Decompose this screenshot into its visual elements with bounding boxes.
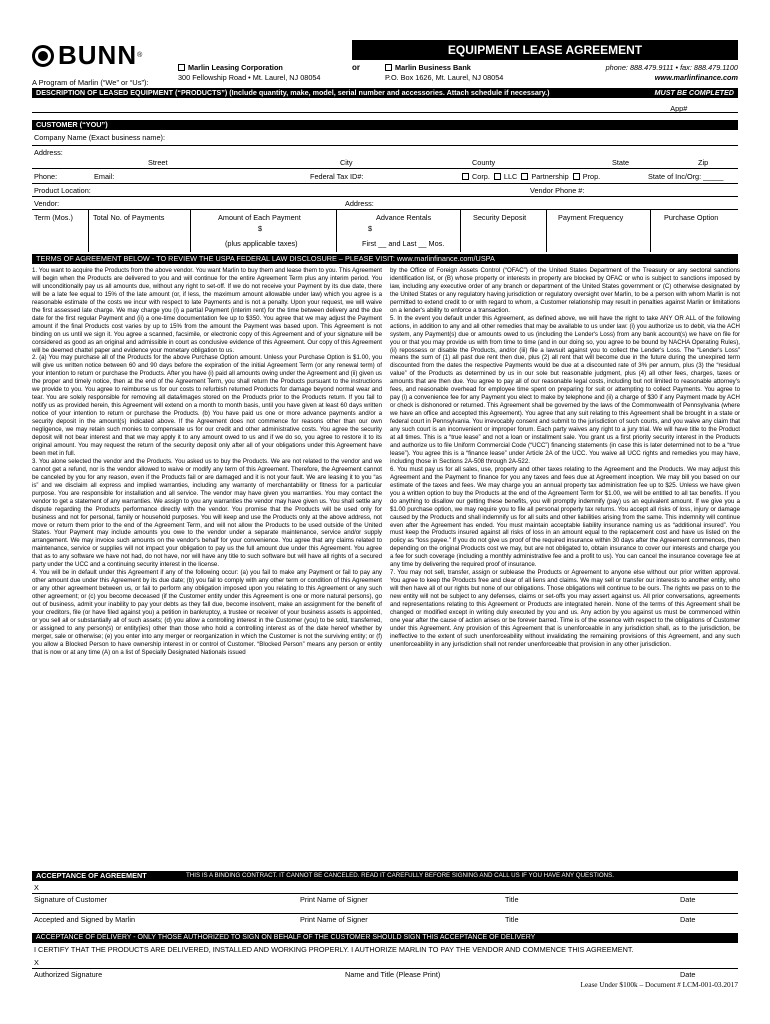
bunn-logo: BUNN ® bbox=[32, 40, 142, 71]
security-deposit-header: Security Deposit bbox=[473, 213, 527, 222]
corp-checkbox[interactable] bbox=[462, 173, 469, 180]
or-label: or bbox=[352, 63, 360, 72]
page-title: EQUIPMENT LEASE AGREEMENT bbox=[352, 40, 738, 60]
phone-label: Phone: bbox=[34, 172, 58, 181]
county-label: County bbox=[472, 158, 496, 167]
terms-right-column bbox=[390, 267, 740, 649]
marlin-print-name-field[interactable]: Print Name of Signer bbox=[300, 915, 368, 924]
vendor-label: Vendor: bbox=[34, 199, 60, 208]
vendor-address-label: Address: bbox=[345, 199, 374, 208]
description-bar: DESCRIPTION OF LEASED EQUIPMENT (“PRODUCTS”) (Include quantity, make, model, serial number and accessories. Attach schedule if necessary.) MUST BE COMPLETED bbox=[32, 88, 738, 98]
term-paragraph: 3. You alone selected the vendor and the Products. You asked us to buy the Products. We are not related to the vendor and we cannot get a refund, nor is the vendor allowed to waive or modify any term of this Agreement. Therefore, the Agreement cannot be canceled by you for any reason, even if the Products fail or are damaged and it is not your fault. We are leasing it to you “as is” and we disclaim all express and implied warranties, including any warranty of merchantability or fitness for a particular purpose. You are responsible for installation and all service. The vendor may have given you warranties. You may contact the vendor to get a statement of any warranties. We assign to you any warranties the vendor may have given us. You shall settle any dispute regarding the Products performance directly with the vendor. You promise that the Products will be used only for business and not for personal, family or household purposes. You will keep and use the Products only at the above address, not move or return them prior to the end of the Agreement Term, and will not allow the Products to be used outside of the United States. Your Payment may include amounts you owe to the vendor under a separate maintenance, service and/or supply arrangement. We may invoice such amounts on the vendor's behalf for your convenience. You agree that any claims related to maintenance, service or supplies will not impact your obligation to pay us the full amount due under this Agreement. You agree that as to any software we have not had, do not have, nor will have any title to such software but will have all rights of a secured party under the UCC and a continuing security interest in the license. bbox=[32, 457, 382, 569]
customer-signature-field[interactable]: Signature of Customer bbox=[34, 895, 108, 904]
certify-text: I CERTIFY THAT THE PRODUCTS ARE DELIVERED, INSTALLED AND WORKING PROPERLY. I AUTHORIZE MARLIN TO PAY THE VENDOR AND COMMENCE THIS AGREEMENT. bbox=[34, 945, 634, 954]
lessor-marlin-bank: Marlin Business Bank P.O. Box 1626, Mt. Laurel, NJ 08054 bbox=[385, 63, 504, 82]
prop-checkbox[interactable] bbox=[573, 173, 580, 180]
address-label: Address: bbox=[34, 148, 63, 157]
advance-rentals-header: Advance Rentals bbox=[376, 213, 432, 222]
marlin-signature-field[interactable]: Accepted and Signed by Marlin bbox=[34, 915, 136, 924]
lessor-marlin-leasing: Marlin Leasing Corporation 300 Fellowship Road • Mt. Laurel, NJ 08054 bbox=[178, 63, 321, 82]
app-number-field[interactable]: App# ____________ bbox=[670, 104, 738, 113]
plus-tax-note: (plus applicable taxes) bbox=[225, 239, 298, 248]
contact-info: phone: 888.479.9111 • fax: 888.479.1100 www.marlinfinance.com bbox=[560, 63, 738, 83]
term-paragraph: by the Office of Foreign Assets Control (“OFAC”) of the United States Department of the Treasury or any sectoral sanctions identification list, or (B) whose property or interests in property are blocked by OFAC or who is subject to sanctions imposed by law, including any executive order of any branch or department of the United States government or (C) otherwise designated by the United States or any regulatory having jurisdiction or regulatory oversight over Marlin, to be a person with whom Marlin is not permitted to extend credit to or with regard to whom, a Customer relationship may result in penalties against Marlin or limitations on a lender's ability to enforce a transaction. bbox=[390, 267, 740, 314]
llc-checkbox[interactable] bbox=[494, 173, 501, 180]
total-payments-header: Total No. of Payments bbox=[93, 213, 165, 222]
customer-bar: CUSTOMER (“YOU”) bbox=[32, 120, 738, 130]
company-name-label: Company Name (Exact business name): bbox=[34, 133, 165, 142]
fed-tax-label: Federal Tax ID#: bbox=[310, 172, 364, 181]
advance-dollar: $ bbox=[368, 224, 373, 233]
marlin-title-field[interactable]: Title bbox=[505, 915, 519, 924]
term-header: Term (Mos.) bbox=[34, 213, 73, 222]
vendor-phone-label: Vendor Phone #: bbox=[530, 186, 585, 195]
term-paragraph: 1. You want to acquire the Products from the above vendor. You want Marlin to buy them and lease them to you. This Agreement will begin when the Products are delivered to you and will continue for the entire Agreement Term plus any interim period. You will unconditionally pay us all amounts due, without any right to set-off. If we do not receive your Payment by its due date, there will be a late fee equal to 15% of the late amount (or, if less, the maximum amount allowable under law) which you agree is a reasonable estimate of the costs we incur with respect to late Payments and is not a penalty. Upon your request, we will waive the first assessed late charge. We may charge you (i) a partial Payment (interim rent) for the time between delivery and the due date for the first regular Payment and (ii) a one-time documentation fee up to $350. You agree that we may adjust the Payment amount if the final Products cost varies by up to 15% from the amount the Payment was based upon. This Agreement is not binding on us until we sign it. You agree a scanned, facsimile, or electronic copy of this Agreement and of your signature will be considered as good as an original and admissible in court as conclusive evidence of this Agreement. Our copy of this Agreement will be deemed chattel paper and evidence your monetary obligation to us. bbox=[32, 267, 382, 354]
delivery-bar: ACCEPTANCE OF DELIVERY - ONLY THOSE AUTHORIZED TO SIGN ON BEHALF OF THE CUSTOMER SHOULD SIGN THIS ACCEPTANCE OF DELIVERY bbox=[32, 933, 738, 943]
term-paragraph: 6. You must pay us for all sales, use, property and other taxes relating to the Agreement and the Products. We may adjust this Agreement and the Payment to finance for you any taxes and fees due at Agreement inception. We may bill you based on our estimate of the taxes and fees. We may charge you an annual property tax administration fee up to $25. Unless we have given you a written option to buy the Products at the end of the Agreement Term for $1.00, we will be entitled to all tax benefits. If you do anything to disallow our getting these benefits, you will promptly indemnify (pay) us an equivalent amount. If we give you a $1.00 purchase option, we may require you to file all personal property tax returns. You accept all risks of loss, injury or damage caused by the Products and shall indemnify us for all suits and other liabilities arising from the same. This indemnity will continue even after the Agreement has ended. You must maintain acceptable liability insurance naming us as “additional insured”. You must keep the Products insured against all risks of loss in an amount equal to the replacement cost and have us listed on the policy as “loss payee.” If you do not give us proof of the required insurance within 30 days after the Agreement commences, then depending on the original Products cost we may, but are not obligated to, obtain insurance to cover our interests and charge you a fee for such coverage (including a monthly administrative fee and a profit to us). You can cancel the insurance coverage fee at any time by delivering the required proof of insurance. bbox=[390, 465, 740, 569]
signature-x: X bbox=[34, 883, 39, 892]
entity-type-options: Corp. LLC Partnership Prop. bbox=[462, 172, 600, 182]
email-label: Email: bbox=[94, 172, 115, 181]
state-label: State bbox=[612, 158, 630, 167]
street-label: Street bbox=[148, 158, 168, 167]
delivery-x: X bbox=[34, 958, 39, 967]
term-paragraph: 2. (a) You may purchase all of the Products for the above Purchase Option amount. Unless your Purchase Option is $1.00, you will give us written notice between 60 and 90 days before the expiration of the initial Agreement Term (or any renewal term) of your intention to return or purchase the Products. After you have (i) paid all amounts owing under the Agreement and (ii) given us the proper and timely notice, then at the end of the Agreement Term, you shall return the Products pursuant to the instructions we provide to you. You agree to reimburse us for our costs to refurbish returned Products for damage beyond normal wear and tear. You are solely responsible for removing all data/images stored on the Products prior to the Products return. If you fail to notify us as provided herein, this Agreement will extend on a month to month basis, until you have given at least 60 days written notice of your intention to return or purchase the Products. (b) You have paid us one or more advance payments and/or a security deposit in the amount(s) indicated above. If the Agreement does not commence for reasons other than our own negligence, we may retain such monies to compensate us for our credit and other administrative costs. You agree the security deposit will not bear interest and that we may apply it to any amount owed to us and if we do so, you agree to restore it to its original amount. You may request the return of the security deposit only after all of your obligations under this Agreement have been met in full. bbox=[32, 354, 382, 457]
program-text: A Program of Marlin (“We” or “Us”): bbox=[32, 78, 149, 87]
brand-name: BUNN bbox=[58, 40, 138, 70]
acceptance-bar: ACCEPTANCE OF AGREEMENT THIS IS A BINDING CONTRACT. IT CANNOT BE CANCELED. READ IT CAREFULLY BEFORE SIGNING AND CALL US IF YOU HAVE ANY QUESTIONS. bbox=[32, 871, 738, 881]
lessor2-checkbox[interactable] bbox=[385, 64, 392, 71]
term-paragraph: 4. You will be in default under this Agreement if any of the following occur: (a) you fail to make any Payment or fail to pay any other amount due under this Agreement by its due date; (b) you fail to comply with any other term or condition of this Agreement or any other agreement between us, or fail to perform any obligation imposed upon you relating to this Agreement or any such other agreement; or (c) you become deceased (if the Customer entity under this Agreement is one or more natural persons), go out of business, admit your inability to pay your debts as they fall due, become insolvent, make an assignment for the benefit of your creditors, file (or have filed against you) a petition in bankruptcy, a trustee or receiver of your business assets is appointed, or you sell all or substantially all of such assets; (d) you allow a controlling interest in the Customer (you) to be sold, transferred, or assigned to any person(s) or entity(ies) other than those who hold a controlling interest as of the date hereof whether by merger, sale or otherwise; (e) you enter into any merger or reorganization in which the Customer is not the surviving entity; or (f) you allow a Blocked Person to have ownership interest in or control of Customer. “Blocked Person” means any person or entity that is now or at any time (A) on a list of Specially Designated Nationals issued bbox=[32, 569, 382, 656]
title-field[interactable]: Title bbox=[505, 895, 519, 904]
zip-label: Zip bbox=[698, 158, 709, 167]
print-name-field[interactable]: Print Name of Signer bbox=[300, 895, 368, 904]
city-label: City bbox=[340, 158, 353, 167]
date-field[interactable]: Date bbox=[680, 895, 696, 904]
terms-left-column bbox=[32, 267, 382, 657]
partnership-checkbox[interactable] bbox=[521, 173, 528, 180]
term-paragraph: 7. You may not sell, transfer, assign or sublease the Products or Agreement to anyone else without our prior written approval. You agree to keep the Products free and clear of all liens and claims. We may sell or transfer our interests to another entity, who will then have all of our rights but none of our obligations. Those obligations will continue to be ours. The rights we pass on to the new entity will not be subject to any defenses, claims or set-offs you may assert against us. All prior conversations, agreements and representations relating to this Agreement or Products are integrated herein. None of the terms of this Agreement shall be changed or modified except in writing duly executed by you and us. Any action by you against us must be commenced within one year after the cause of action arises or be forever barred. Time is of the essence with respect to the obligations of Customer under this Agreement. Any provision of this Agreement that is unenforceable in any jurisdiction shall, as to the jurisdiction, be ineffective to the extent of such unenforceability without invalidating the remaining provisions of this Agreement, and any such unenforceability in any jurisdiction shall not render unenforceable that provision in any other jurisdiction. bbox=[390, 569, 740, 648]
delivery-date-field[interactable]: Date bbox=[680, 970, 696, 979]
product-location-label: Product Location: bbox=[34, 186, 91, 195]
amount-each-dollar: $ bbox=[258, 224, 263, 233]
term-paragraph: 5. In the event you default under this Agreement, as defined above, we will have the right to take ANY OR ALL of the following actions, in addition to any and all other remedies that may be available to us under law: (i) you authorize us to debit, via the ACH system, any Payment(s) due or amounts owed to us (including the Lender's Loss) from any bank account(s) we have on file for you or that you may provide us with from time to time (and in our doing so, you agree to be bound by NACHA Operating Rules), (ii) repossess or disable the Products, and/or (iii) file a lawsuit against you to collect the Lender's Loss. The “Lender's Loss” means the sum of (1) all past due rent then due, plus (2) all rent that will become due in the future during the unexpired term discounted from the dates the respective Payments would be due at a discounted rate of 3% per annum, plus (3) the “residual value” of the Products as determined by us in our sole but reasonable judgment, plus (4) all other fees, charges, taxes or amounts that are then due. You agree to pay all of our reasonable legal costs, including but not limited to reasonable attorney's fees, and reasonable overhead for employee time spent on preparing for suit or attempting to collect Payments. You agree to pay (i) a convenience fee for any Payment you elect to make by telephone and (ii) a charge of $30 if any Payment made by ACH or check is dishonored or returned. This Agreement shall be governed by the laws of the Commonwealth of Pennsylvania (where we have an office and accepted this Agreement). You agree that any suit relating to this Agreement shall be brought in a state or federal court in Pennsylvania. You irrevocably consent and submit to the jurisdiction of such courts, and you waive any claim that any such court is an inconvenient or improper forum. Each party waives any right to a jury trial. We will have title to the Product at all times. This is a “true lease” and not a loan or installment sale. You grant us a first priority security interest in the Products and authorize us to file Uniform Commercial Code (“UCC”) financing statements (in case this is later determined not to be a “true lease”). You agree this is a “finance lease” under Article 2A of the UCC. You waive all UCC rights and remedies you may have, including those in Sections 2A-508 through 2A-522. bbox=[390, 314, 740, 465]
state-inc-label: State of Inc/Org: _____ bbox=[648, 172, 724, 181]
amount-each-header: Amount of Each Payment bbox=[218, 213, 301, 222]
binding-contract-notice: THIS IS A BINDING CONTRACT. IT CANNOT BE CANCELED. READ IT CAREFULLY BEFORE SIGNING AND CALL US IF YOU HAVE ANY QUESTIONS. bbox=[182, 871, 738, 881]
website-link[interactable]: www.marlinfinance.com bbox=[654, 73, 738, 82]
document-footer: Lease Under $100k – Document # LCM-001-03.2017 bbox=[580, 980, 738, 989]
name-title-field[interactable]: Name and Title (Please Print) bbox=[345, 970, 441, 979]
authorized-signature-field[interactable]: Authorized Signature bbox=[34, 970, 103, 979]
bunn-cup-icon bbox=[32, 45, 54, 67]
marlin-date-field[interactable]: Date bbox=[680, 915, 696, 924]
lessor1-checkbox[interactable] bbox=[178, 64, 185, 71]
first-last-note: First __ and Last __ Mos. bbox=[362, 239, 445, 248]
purchase-option-header: Purchase Option bbox=[664, 213, 719, 222]
payment-frequency-header: Payment Frequency bbox=[558, 213, 624, 222]
terms-bar: TERMS OF AGREEMENT BELOW - TO REVIEW THE USPA FEDERAL LAW DISCLOSURE – PLEASE VISIT: www.marlinfinance.com/USPA bbox=[32, 254, 738, 264]
